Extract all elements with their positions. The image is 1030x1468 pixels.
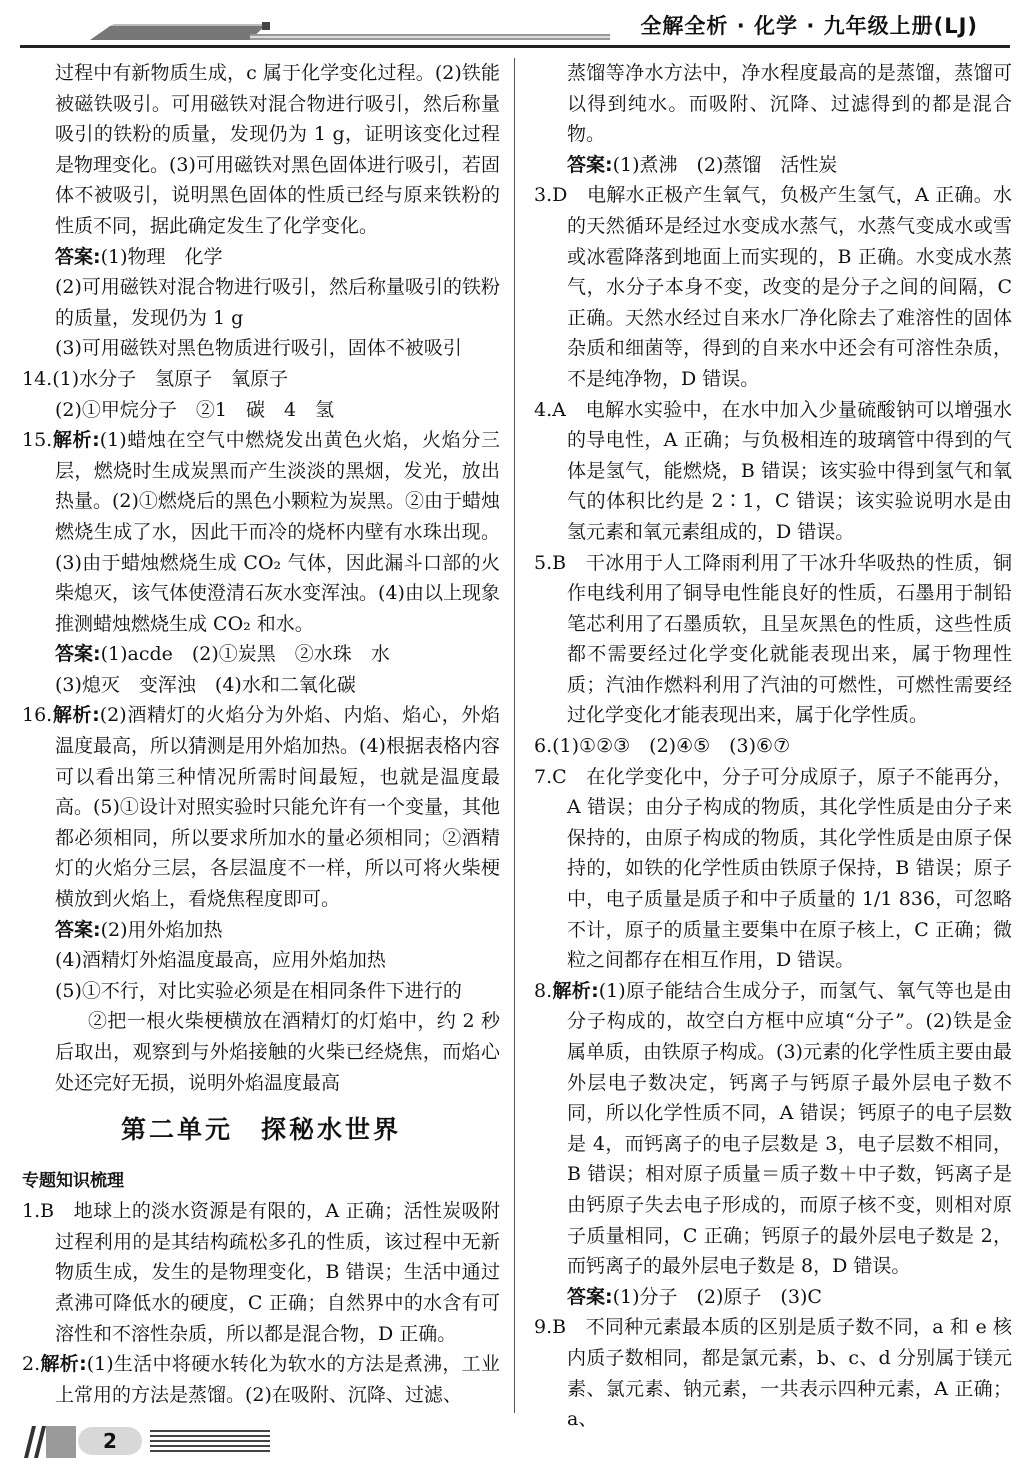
q15-answer: 答案:(1)acde (2)①炭黑 ②水珠 水 <box>55 643 390 666</box>
q15: 15.解析:(1)蜡烛在空气中燃烧发出黄色火焰，火焰分三层，燃烧时生成炭黑而产生淡淡的黑烟，发光，放出热量。(2)①燃烧后的黑色小颗粒为炭黑。②由于蜡烛燃烧生成了水，因此干而冷的烧杯内壁有水珠出现。(3)由于蜡烛燃烧生成 CO₂ 气体，因此漏斗口部的火柴熄灭，该气体使澄清石灰水变浑浊。(4)由以上现象推测蜡烛燃烧生成 CO₂ 和水。 <box>22 429 500 635</box>
s6-number: 6. <box>534 735 553 758</box>
analysis-label: 解析: <box>40 1353 87 1376</box>
analysis-label: 解析: <box>552 979 599 1002</box>
column-divider <box>514 58 515 1413</box>
s2-number: 2. <box>22 1353 41 1376</box>
header-title: 全解全析 · 化学 · 九年级上册(LJ) <box>640 14 978 38</box>
q13-continuation: 过程中有新物质生成，c 属于化学变化过程。(2)铁能被磁铁吸引。可用磁铁对混合物进行吸引，然后称量吸引的铁粉的质量，发现仍为 1 g，证明该变化过程是物理变化。(3)可用磁铁对黑色固体进行吸引，若固体不被吸引，说明黑色固体的性质已经与原来铁粉的性质不同，据此确定发生了化学变化。 <box>55 62 500 237</box>
s3: 3.D 电解水正极产生氧气，负极产生氢气，A 正确。水的天然循环是经过水变成水蒸气，水蒸气变成水或雪或冰雹降落到地面上而实现的，B 正确。水变成水蒸气，水分子本身不变，改变的是分子之间的间隔，C 正确。天然水经过自来水厂净化除去了难溶性的固体杂质和细菌等，得到的自来水中还会有可溶性杂质，不是纯净物，D 错误。 <box>534 184 1012 390</box>
q16: 16.解析:(2)酒精灯的火焰分为外焰、内焰、焰心，外焰温度最高，所以猜测是用外焰加热。(4)根据表格内容可以看出第三种情况所需时间最短，也就是温度最高。(5)①设计对照实验时只能允许有一个变量，其他都必须相同，所以要求所加水的量必须相同；②酒精灯的火焰分三层，各层温度不一样，所以可将火柴梗横放到火焰上，看烧焦程度即可。 <box>22 704 500 911</box>
page-footer <box>0 1414 1030 1468</box>
q15-answer-2: (3)熄灭 变浑浊 (4)水和二氧化碳 <box>55 673 356 696</box>
q16-answer-3: (5)①不行，对比实验必须是在相同条件下进行的 <box>55 979 462 1002</box>
answer-label: 答案: <box>567 153 613 176</box>
s2-continuation: 蒸馏等净水方法中，净水程度最高的是蒸馏，蒸馏可以得到纯水。而吸附、沉降、过滤得到的都是混合物。 <box>567 62 1012 146</box>
right-column <box>534 58 1012 1435</box>
q16-answer-2: (4)酒精灯外焰温度最高，应用外焰加热 <box>55 949 386 972</box>
s2-answer: 答案:(1)煮沸 (2)蒸馏 活性炭 <box>567 153 838 176</box>
answer-label: 答案: <box>55 643 101 666</box>
s1-number: 1. <box>22 1200 41 1223</box>
s6: 6.(1)①②③ (2)④⑤ (3)⑥⑦ <box>534 735 791 758</box>
s5-number: 5. <box>534 551 553 574</box>
s9-number: 9. <box>534 1316 553 1339</box>
answer-label: 答案: <box>55 918 101 941</box>
s5: 5.B 干冰用于人工降雨利用了干冰升华吸热的性质，铜作电线利用了铜导电性能良好的性质，石墨用于制铅笔芯利用了石墨质软，且呈灰黑色的性质，这些性质都不需要经过化学变化就能表现出来，属于物理性质；汽油作燃料利用了汽油的可燃性，可燃性需要经过化学变化才能表现出来，属于化学性质。 <box>534 551 1012 727</box>
footer-lines-decoration <box>150 1430 270 1454</box>
s4: 4.A 电解水实验中，在水中加入少量硫酸钠可以增强水的导电性，A 正确；与负极相连的玻璃管中得到的气体是氢气，能燃烧，B 错误；该实验中得到氢气和氧气的体积比约是 2∶1，C 错误；该实验说明水是由氢元素和氧元素组成的，D 错误。 <box>534 398 1012 543</box>
s8: 8.解析:(1)原子能结合生成分子，而氢气、氧气等也是由分子构成的，故空白方框中应填“分子”。(2)铁是金属单质，由铁原子构成。(3)元素的化学性质主要由最外层电子数决定，钙离子与钙原子最外层电子数不同，所以化学性质不同，A 错误；钙原子的电子层数是 4，而钙离子的电子层数是 3，电子层数不相同，B 错误；相对原子质量＝质子数＋中子数，钙离子是由钙原子失去电子形成的，而原子核不变，则相对原子质量相同，C 正确；钙原子的最外层电子数是 2，而钙离子的最外层电子数是 8，D 错误。 <box>534 979 1012 1278</box>
header-rule <box>20 45 1010 48</box>
footer-bars-decoration <box>20 1424 80 1460</box>
analysis-label: 解析: <box>52 429 100 452</box>
analysis-label: 解析: <box>52 704 100 727</box>
page-number: 2 <box>78 1427 142 1455</box>
q16-answer-4: ②把一根火柴梗横放在酒精灯的灯焰中，约 2 秒后取出，观察到与外焰接触的火柴已经烧焦，而焰心处还完好无损，说明外焰温度最高 <box>55 1010 500 1094</box>
s1: 1.B 地球上的淡水资源是有限的，A 正确；活性炭吸附过程利用的是其结构疏松多孔的性质，该过程中无新物质生成，发生的是物理变化，B 错误；生活中通过煮沸可降低水的硬度，C 正确；自然界中的水含有可溶性和不溶性杂质，所以都是混合物，D 正确。 <box>22 1200 500 1345</box>
answer-label: 答案: <box>55 245 101 268</box>
q13-answer-2: (2)可用磁铁对混合物进行吸引，然后称量吸引的铁粉的质量，发现仍为 1 g <box>55 276 500 329</box>
page-header <box>0 0 1030 48</box>
q14: 14.(1)水分子 氢原子 氧原子 <box>22 367 289 390</box>
s2: 2.解析:(1)生活中将硬水转化为软水的方法是煮沸，工业上常用的方法是蒸馏。(2)在吸附、沉降、过滤、 <box>22 1353 500 1406</box>
q14-line-2: (2)①甲烷分子 ②1 碳 4 氢 <box>55 398 335 421</box>
unit-title: 第二单元 探秘水世界 <box>120 1115 401 1145</box>
s4-number: 4. <box>534 398 553 421</box>
header-swoosh-decoration <box>90 22 610 42</box>
s7: 7.C 在化学变化中，分子可分成原子，原子不能再分，A 错误；由分子构成的物质，其化学性质是由分子来保持的，由原子构成的物质，其化学性质是由原子保持的，如铁的化学性质由铁原子保持，B 错误；原子中，电子质量是质子和中子质量的 1/1 836，可忽略不计，原子的质量主要集中在原子核上，C 正确；微粒之间都存在相互作用，D 错误。 <box>534 765 1012 972</box>
s3-number: 3. <box>534 184 553 207</box>
q16-answer: 答案:(2)用外焰加热 <box>55 918 223 941</box>
s8-number: 8. <box>534 979 553 1002</box>
q13-answer: 答案:(1)物理 化学 <box>55 245 223 268</box>
q16-number: 16. <box>22 704 53 727</box>
q15-number: 15. <box>22 429 53 452</box>
section-title: 专题知识梳理 <box>22 1171 124 1192</box>
answer-label: 答案: <box>567 1285 613 1308</box>
q14-number: 14. <box>22 367 53 390</box>
q13-answer-3: (3)可用磁铁对黑色物质进行吸引，固体不被吸引 <box>55 337 462 360</box>
s9: 9.B 不同种元素最本质的区别是质子数不同，a 和 e 核内质子数相同，都是氯元素，b、c、d 分别属于镁元素、氯元素、钠元素，一共表示四种元素，A 正确；a、 <box>534 1316 1012 1431</box>
s7-number: 7. <box>534 765 553 788</box>
left-column <box>22 58 500 1410</box>
s8-answer: 答案:(1)分子 (2)原子 (3)C <box>567 1285 822 1308</box>
